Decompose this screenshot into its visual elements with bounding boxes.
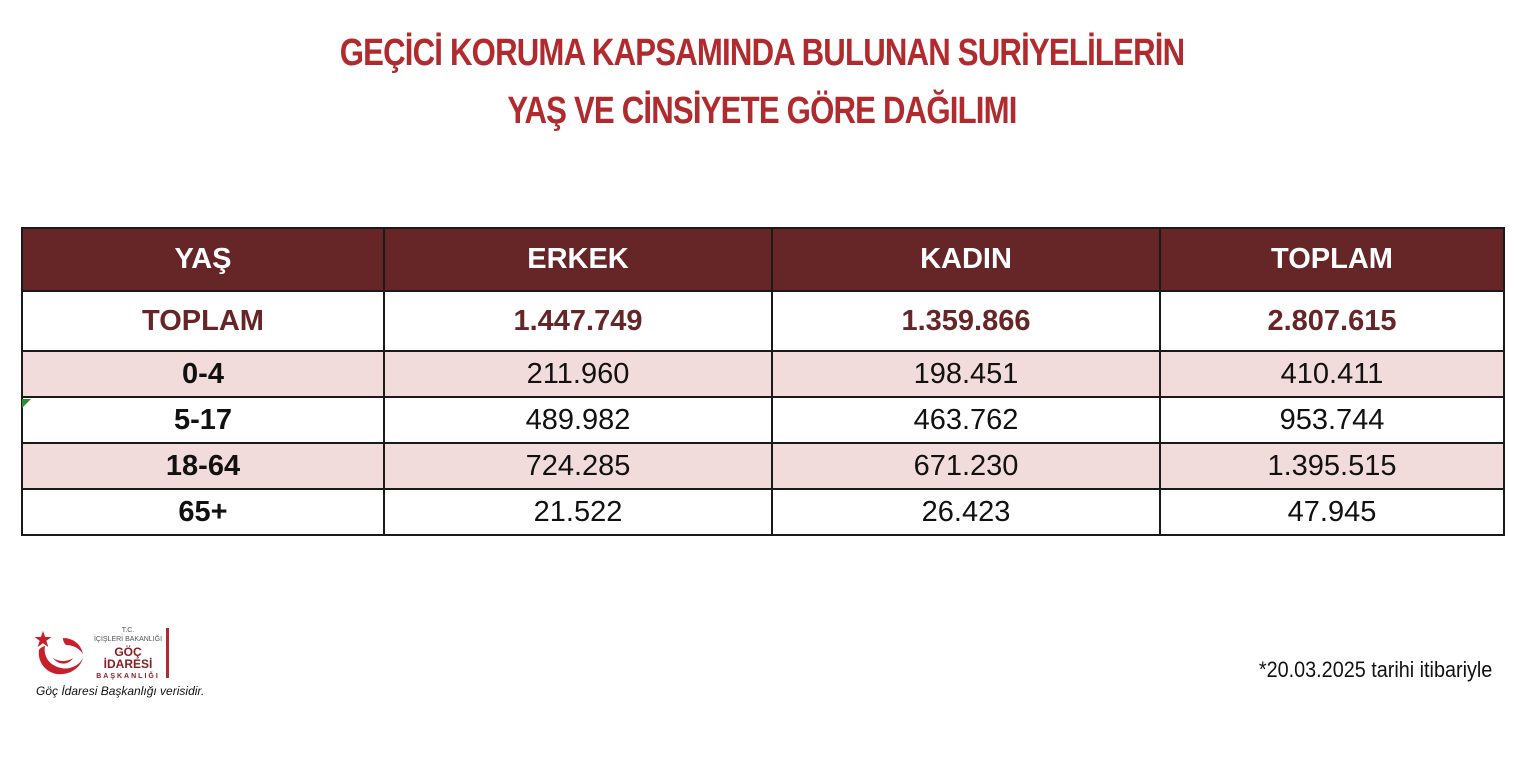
cell-comment-marker-icon <box>22 399 31 408</box>
header-yas: YAŞ <box>22 228 384 291</box>
header-kadin: KADIN <box>772 228 1160 291</box>
age-cell: 65+ <box>22 489 384 535</box>
source-note: Göç İdaresi Başkanlığı verisidir. <box>36 684 205 698</box>
logo-divider <box>166 628 169 678</box>
logo-baskanligi: BAŞKANLIĞI <box>96 673 160 680</box>
kadin-cell: 671.230 <box>772 443 1160 489</box>
toplam-cell: 953.744 <box>1160 397 1504 443</box>
page-title-line-1: GEÇİCİ KORUMA KAPSAMINDA BULUNAN SURİYELİLERİN <box>339 32 1185 74</box>
total-label: TOPLAM <box>22 291 384 351</box>
header-erkek: ERKEK <box>384 228 772 291</box>
total-kadin: 1.359.866 <box>772 291 1160 351</box>
table-header-row <box>22 228 1504 291</box>
erkek-cell: 489.982 <box>384 397 772 443</box>
age-cell: 0-4 <box>22 351 384 397</box>
kadin-cell: 26.423 <box>772 489 1160 535</box>
toplam-cell: 410.411 <box>1160 351 1504 397</box>
total-row <box>22 291 1504 351</box>
age-cell: 18-64 <box>22 443 384 489</box>
erkek-cell: 21.522 <box>384 489 772 535</box>
table-row <box>22 443 1504 489</box>
logo-tc: T.C. <box>121 627 135 634</box>
page-title-line-2: YAŞ VE CİNSİYETE GÖRE DAĞILIMI <box>507 90 1017 132</box>
logo-text-block <box>93 627 163 680</box>
logo-goc-idaresi: GÖÇ İDARESİ <box>103 645 153 671</box>
total-erkek: 1.447.749 <box>384 291 772 351</box>
table-row <box>22 351 1504 397</box>
logo-ministry: İÇİŞLERİ BAKANLIĞI <box>93 636 163 643</box>
erkek-cell: 724.285 <box>384 443 772 489</box>
toplam-cell: 47.945 <box>1160 489 1504 535</box>
age-gender-table <box>21 227 1505 536</box>
kadin-cell: 198.451 <box>772 351 1160 397</box>
age-cell: 5-17 <box>22 397 384 443</box>
header-toplam: TOPLAM <box>1160 228 1504 291</box>
kadin-cell: 463.762 <box>772 397 1160 443</box>
total-toplam: 2.807.615 <box>1160 291 1504 351</box>
toplam-cell: 1.395.515 <box>1160 443 1504 489</box>
date-note: *20.03.2025 tarihi itibariyle <box>1258 657 1492 682</box>
table-row <box>22 397 1504 443</box>
erkek-cell: 211.960 <box>384 351 772 397</box>
table-row <box>22 489 1504 535</box>
